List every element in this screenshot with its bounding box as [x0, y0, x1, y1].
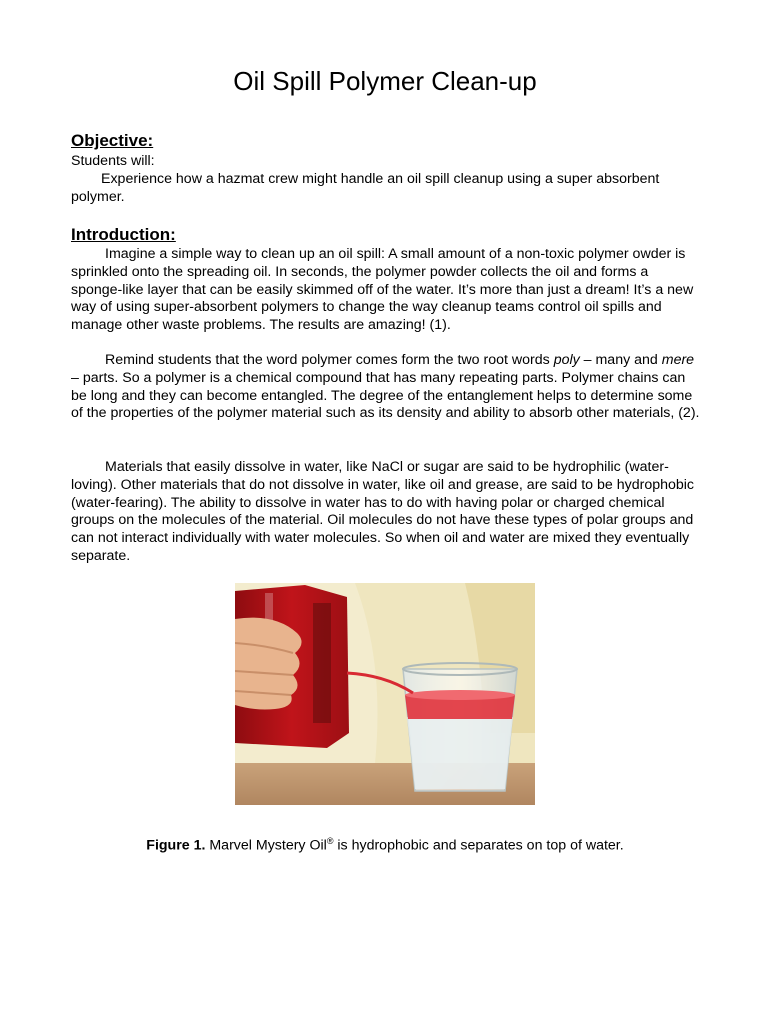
intro-paragraph-3: Materials that easily dissolve in water, like NaCl or sugar are said to be hydrophilic (water-loving). Other materials that do not dissolve in water, like oil and grease, are said to be hydrophobic (water-fearing). The ability to dissolve in water has to do with having polar or charged chemical groups on the molecules of the material. Oil molecules do not have these types of polar groups and can not interact individually with water molecules. So when oil and water are mixed they eventually separate.	[71, 459, 695, 564]
figure-text-b: is hydrophobic and separates on top of water.	[333, 837, 624, 854]
figure-caption	[0, 836, 770, 854]
intro-paragraph-2	[71, 352, 701, 423]
objective-intro: Students will:	[71, 153, 155, 169]
registered-mark: ®	[326, 836, 334, 846]
figure-text-a: Marvel Mystery Oil	[205, 837, 327, 854]
introduction-heading: Introduction:	[71, 225, 176, 244]
p2-mere: mere	[661, 352, 695, 368]
figure-label: Figure 1.	[146, 837, 206, 854]
intro-paragraph-1: Imagine a simple way to clean up an oil spill: A small amount of a non-toxic polymer owder is sprinkled onto the spreading oil. In seconds, the polymer powder collects the oil and forms a sponge-like layer that can be easily skimmed off of the water. It’s more than just a dream! It’s a new way of using super-absorbent polymers to change the way cleanup teams control oil spills and manage other waste problems. The results are amazing! (1).	[71, 246, 694, 334]
oil-pour-illustration	[235, 583, 535, 805]
p2-part-c: – parts. So a polymer is a chemical compound that has many repeating parts. Polymer chains can be long and they can become entangled. The degree of the entanglement helps to determine some of the properties of the polymer material such as its density and ability to absorb other materials, (2).	[71, 369, 700, 422]
p2-part-a: Remind students that the word polymer comes form the two root words	[105, 352, 554, 368]
objective-heading: Objective:	[71, 131, 154, 150]
objective-body: Experience how a hazmat crew might handle an oil spill cleanup using a super absorbent polymer.	[71, 171, 660, 205]
page-title: Oil Spill Polymer Clean-up	[233, 66, 537, 96]
figure-photo	[235, 583, 535, 805]
p2-poly: poly	[553, 352, 580, 368]
p2-part-b: – many and	[579, 352, 662, 368]
